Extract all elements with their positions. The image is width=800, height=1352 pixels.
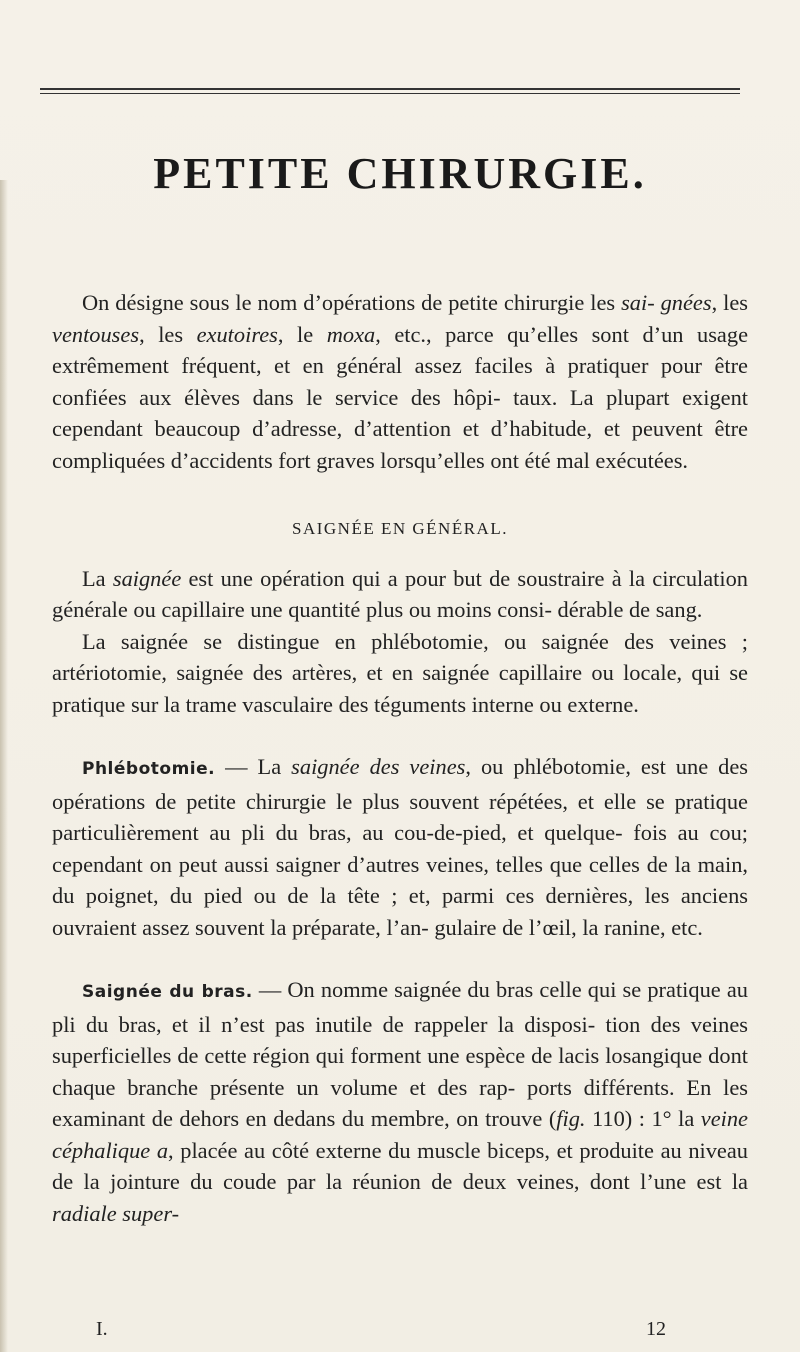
top-rule (40, 88, 740, 90)
paragraph-phlebotomie: Phlébotomie. — La saignée des veines, ou phlébotomie, est une des opérations de petite chirurgie le plus souvent répétées, et elle se pratique particulièrement au pli du bras, au cou-de-pied, et quelque- fois au cou; cependant on peut aussi saigner d’autres veines, telles que celles de la main, du poignet, du pied ou de la tête ; et, parmi ces dernières, les anciens ouvraient assez souvent la préparate, l’an- gulaire de l’œil, la ranine, etc. (52, 754, 748, 940)
body-text (52, 287, 748, 1229)
top-rule-thin (40, 93, 740, 94)
page-footer (96, 1318, 666, 1341)
paragraph-saignee-definition: La saignée est une opération qui a pour but de soustraire à la circulation générale ou capillaire une quantité plus ou moins consi- dérable de sang. (52, 565, 749, 622)
intro-paragraph: On désigne sous le nom d’opérations de petite chirurgie les sai- gnées, les ventouses, les exutoires, le moxa, etc., parce qu’elles sont d’un usage extrêmement fréquent, et en général assez faciles à pratiquer pour être confiées aux élèves dans le service des hôpi- taux. La plupart exigent cependant beaucoup d’adresse, d’attention et d’habitude, et peuvent être compliquées d’accidents fort graves lorsqu’elles ont été mal exécutées. (52, 290, 749, 473)
page-edge-shadow (0, 180, 8, 1352)
paragraph-saignee-types: La saignée se distingue en phlébotomie, ou saignée des veines ; artériotomie, saignée des artères, et en saignée capillaire ou locale, qui se pratique sur la trame vasculaire des téguments interne ou externe. (52, 628, 748, 717)
run-in-heading-phlebotomie: Phlébotomie. (82, 759, 216, 779)
run-in-heading-saignee-du-bras: Saignée du bras. (82, 982, 253, 1002)
paragraph-saignee-du-bras: Saignée du bras. — On nomme saignée du bras celle qui se pratique au pli du bras, et il n’est pas inutile de rappeler la disposi- tion des veines superficielles de cette région qui forment une espèce de lacis losangique dont chaque branche présente un volume et des rap- ports différents. En les examinant de dehors en dedans du membre, on trouve (fig. 110) : 1° la veine céphalique a, placée au côté externe du muscle biceps, et produite au niveau de la jointure du coude par la réunion de deux veines, dont l’une est la radiale super- (52, 977, 748, 1226)
section-heading: SAIGNÉE EN GÉNÉRAL. (292, 519, 508, 538)
page-number: 12 (646, 1318, 666, 1340)
signature-mark: I. (96, 1318, 108, 1340)
page-title: PETITE CHIRURGIE. (153, 149, 647, 198)
